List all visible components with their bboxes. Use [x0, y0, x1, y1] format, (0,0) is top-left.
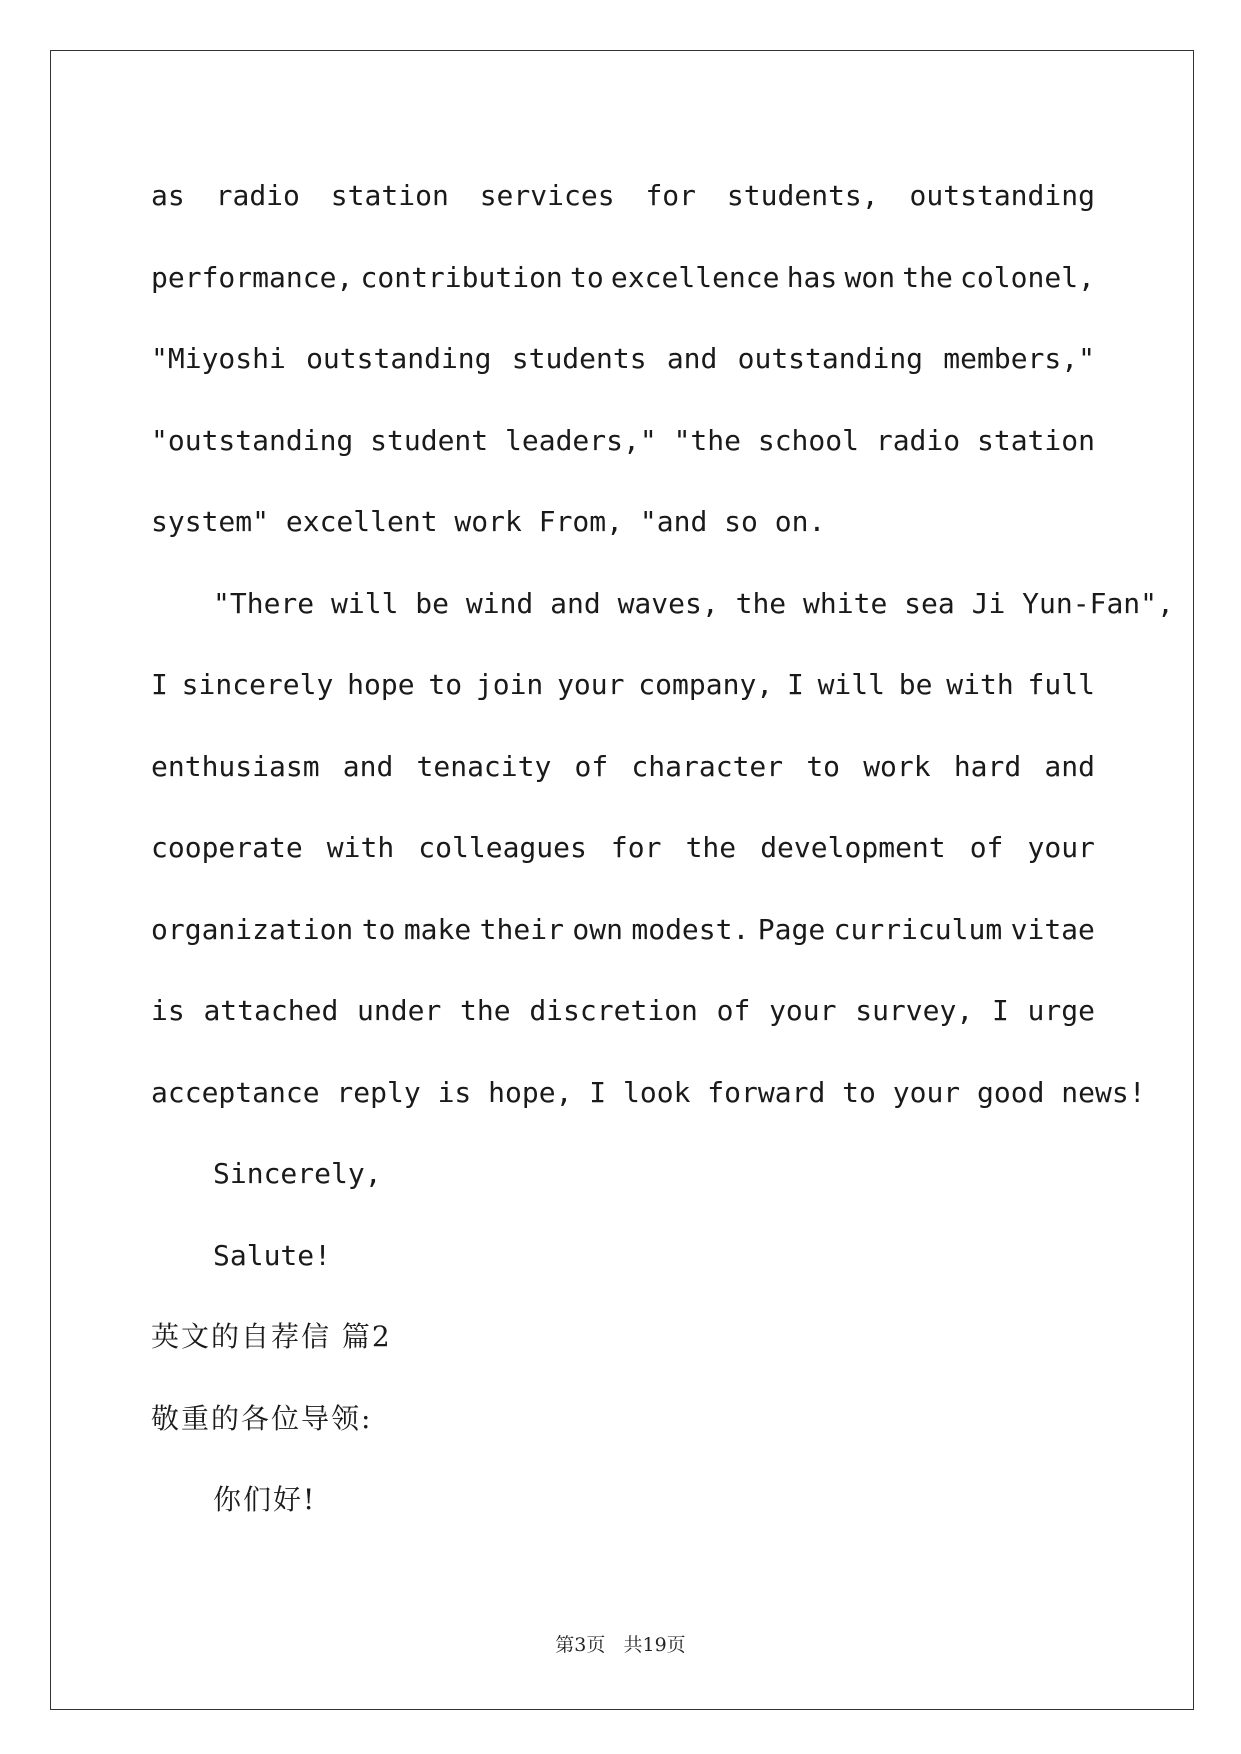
word: own	[572, 912, 623, 946]
word: outstanding	[306, 342, 492, 375]
word: has	[786, 260, 838, 294]
page-footer	[0, 1630, 1241, 1657]
word: colonel,	[960, 260, 1095, 294]
justified-line	[151, 970, 1095, 1052]
word: sincerely	[181, 668, 334, 701]
word: "Miyoshi	[151, 342, 286, 375]
closing-sincerely: Sincerely,	[213, 1157, 382, 1190]
word: is	[151, 994, 185, 1027]
word: survey,	[855, 994, 974, 1027]
word: your	[557, 668, 625, 701]
word: I	[991, 994, 1009, 1027]
word: character	[631, 749, 784, 783]
word: full	[1027, 668, 1095, 701]
page-number: 第3页 共19页	[555, 1634, 686, 1656]
word: school	[757, 423, 859, 457]
word: with	[946, 668, 1014, 701]
word: colleagues	[418, 831, 587, 864]
document-body	[151, 155, 1174, 1541]
word: their	[479, 912, 564, 946]
word: excellence	[610, 260, 780, 294]
word: the	[460, 994, 511, 1027]
word: hard	[953, 749, 1022, 783]
word: of	[969, 831, 1004, 864]
word: development	[760, 831, 946, 864]
word: be	[898, 668, 933, 701]
word: organization	[151, 912, 354, 946]
word: contribution	[360, 260, 563, 294]
word: leaders,"	[505, 423, 657, 457]
word: and	[342, 749, 394, 783]
word: discretion	[529, 994, 698, 1027]
word: for	[610, 831, 662, 864]
word: and	[1044, 749, 1095, 783]
word: "the	[673, 423, 741, 457]
word: as	[151, 179, 185, 212]
paragraph-2-last-line: acceptance reply is hope, I look forward to your good news!	[151, 1075, 1146, 1109]
justified-line	[151, 726, 1095, 808]
justified-line	[151, 318, 1095, 400]
word: modest.	[631, 912, 750, 946]
word: attached	[203, 994, 339, 1027]
word: under	[357, 994, 442, 1027]
word: to	[428, 668, 463, 701]
paragraph-2	[151, 644, 1095, 1052]
word: make	[403, 912, 472, 946]
word: work	[863, 749, 931, 783]
word: urge	[1027, 994, 1095, 1027]
justified-line	[151, 400, 1095, 482]
justified-line	[151, 807, 1095, 889]
word: your	[769, 994, 837, 1027]
word: enthusiasm	[151, 749, 320, 783]
word: with	[326, 831, 395, 864]
word: outstanding	[909, 179, 1095, 212]
word: students,	[726, 179, 879, 212]
word: will	[817, 668, 886, 701]
word: performance,	[151, 260, 354, 294]
justified-line	[151, 155, 1095, 237]
word: and	[666, 342, 718, 375]
greeting-line: 敬重的各位导领:	[151, 1401, 373, 1435]
paragraph-2-first-line: "There will be wind and waves, the white sea Ji Yun-Fan",	[213, 586, 1174, 620]
word: radio	[875, 423, 961, 457]
section-heading: 英文的自荐信 篇2	[151, 1320, 392, 1353]
word: Page	[757, 912, 826, 946]
paragraph-1	[151, 155, 1095, 481]
word: your	[1027, 831, 1095, 864]
word: to	[570, 260, 604, 294]
justified-line	[151, 644, 1095, 726]
word: tenacity	[416, 749, 552, 783]
word: cooperate	[151, 831, 303, 864]
word: for	[645, 179, 697, 212]
word: of	[574, 749, 609, 783]
closing-salute: Salute!	[213, 1238, 332, 1272]
word: join	[475, 668, 544, 701]
paragraph-1-last-line: system" excellent work From, "and so on.	[151, 505, 826, 538]
word: to	[361, 912, 396, 946]
word: I	[151, 668, 168, 701]
word: curriculum	[833, 912, 1003, 946]
justified-line	[151, 237, 1095, 319]
word: of	[716, 994, 751, 1027]
word: hope	[347, 668, 415, 701]
word: outstanding	[737, 342, 924, 375]
word: vitae	[1010, 912, 1095, 946]
justified-line	[151, 889, 1095, 971]
word: student	[370, 423, 489, 457]
word: members,"	[943, 342, 1095, 375]
word: to	[806, 749, 841, 783]
word: I	[786, 668, 804, 701]
word: company,	[638, 668, 774, 701]
word: radio	[215, 179, 300, 212]
word: services	[479, 179, 615, 212]
word: "outstanding	[151, 423, 354, 457]
word: station	[976, 423, 1095, 457]
hello-line: 你们好!	[213, 1483, 317, 1516]
word: students	[511, 342, 647, 375]
word: station	[330, 179, 449, 212]
word: the	[902, 260, 953, 294]
word: the	[685, 831, 737, 864]
word: won	[844, 260, 896, 294]
